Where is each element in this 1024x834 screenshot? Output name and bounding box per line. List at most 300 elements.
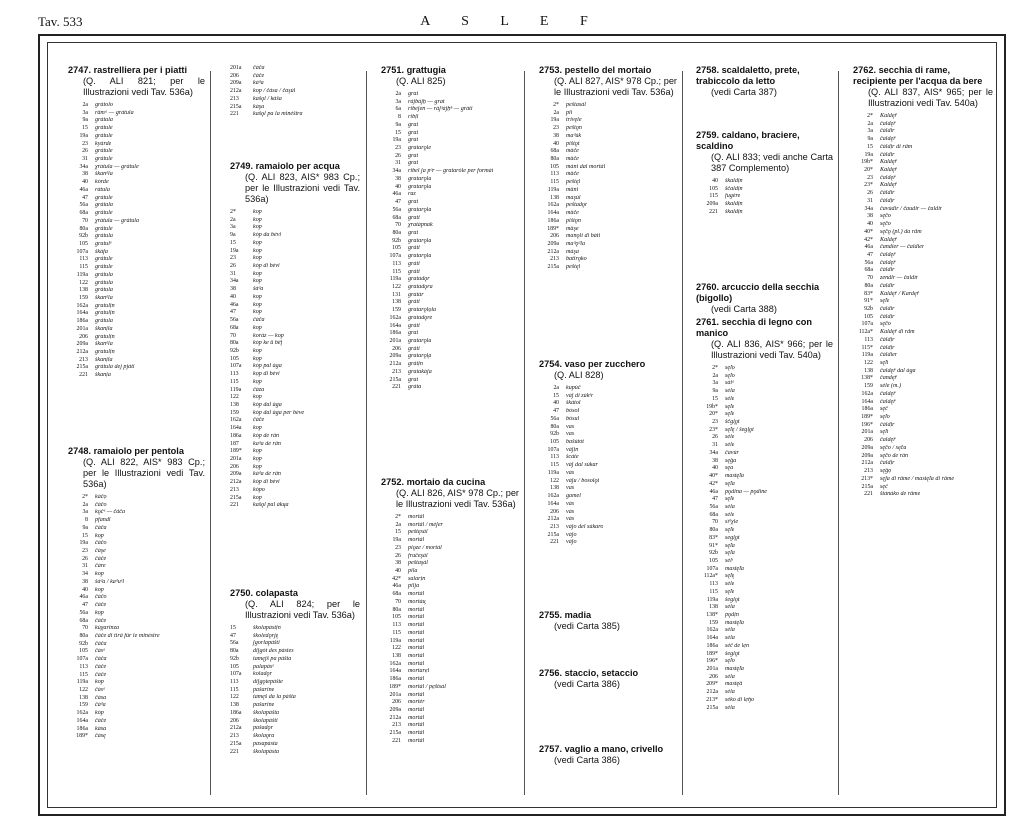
survey-point: 206 [230, 717, 239, 724]
form-row [696, 612, 833, 620]
survey-point: 47 [82, 602, 88, 609]
survey-point: 162a [230, 417, 242, 424]
survey-point: 221 [230, 111, 239, 118]
form-row [230, 333, 360, 341]
survey-point: 162a [861, 390, 873, 397]
survey-point: 105 [79, 240, 88, 247]
dialect-form: fručeşàl [408, 552, 428, 559]
form-row [539, 117, 677, 125]
survey-point: 115 [230, 378, 239, 385]
survey-point: 40 [712, 465, 718, 472]
entry-reference: (Q. ALI 821; per le Illustrazioni vedi Tav. 536a) [83, 76, 205, 97]
form-row [696, 604, 833, 612]
form-row [230, 271, 360, 279]
survey-point: 122 [79, 279, 88, 286]
survey-point: 23 [82, 548, 88, 555]
form-row [539, 141, 677, 149]
form-row [696, 581, 833, 589]
dialect-form: čaldir [880, 282, 895, 289]
dialect-form: vàs [566, 508, 575, 515]
form-row [230, 625, 360, 633]
entry-heading [853, 65, 993, 109]
dialect-form: vàʃo [566, 531, 577, 538]
dialect-form: tamęjš pa pàšta [253, 655, 292, 662]
survey-point: 46a [79, 186, 88, 193]
entry-heading [539, 610, 677, 632]
form-row [381, 315, 519, 323]
entry-reference: (vedi Carta 388) [711, 304, 777, 314]
form-row [68, 571, 205, 579]
survey-point: 119a [76, 679, 88, 686]
form-row [68, 672, 205, 680]
dialect-form: čàldir [880, 190, 895, 197]
form-row [68, 202, 205, 210]
form-row [230, 286, 360, 294]
dialect-form: kùχarinza [95, 625, 120, 632]
form-row [68, 233, 205, 241]
form-row [230, 371, 360, 379]
form-row [68, 310, 205, 318]
dialect-form: grat [408, 129, 419, 136]
dialect-form: vàs [566, 469, 575, 476]
form-row [539, 485, 677, 493]
form-row [381, 369, 519, 377]
survey-point: 189* [706, 650, 718, 657]
survey-point: 46a [392, 583, 401, 590]
survey-point: 2* [395, 514, 401, 520]
survey-point: 212a [547, 516, 559, 523]
survey-point: 164a [389, 322, 401, 329]
survey-point: 122 [230, 694, 239, 701]
survey-point: 201a [861, 429, 873, 436]
survey-point: 46a [709, 488, 718, 495]
dialect-form: kọp [253, 239, 262, 246]
form-row [381, 307, 519, 315]
survey-point: 80a [79, 632, 88, 639]
form-row [68, 548, 205, 556]
dialect-form: gràti [408, 260, 420, 267]
survey-point: 164a [76, 310, 88, 317]
dialect-form: škanᵈla [95, 294, 113, 301]
survey-point: 40 [395, 183, 401, 190]
dialect-form: čàza [253, 386, 265, 393]
survey-point: 107a [230, 363, 242, 370]
form-row [381, 591, 519, 599]
survey-point: 2* [867, 113, 873, 119]
entry-number: 2748. [68, 446, 91, 456]
dialect-form: škaldịn [725, 201, 743, 208]
dialect-form: vas [566, 485, 575, 492]
dialect-form: mortàl [408, 691, 425, 698]
dialect-form: čàldịr di rãm [880, 143, 913, 150]
survey-point: 122 [392, 283, 401, 290]
form-row [381, 353, 519, 361]
form-row [230, 240, 360, 248]
form-row [539, 393, 677, 401]
survey-point: 3a [395, 98, 401, 105]
form-row [539, 148, 677, 156]
dialect-form: sèlᵉ [725, 557, 734, 564]
form-row [696, 373, 833, 381]
dialect-form: čàldịr [880, 313, 895, 320]
entry-heading [539, 359, 677, 381]
form-row [230, 302, 360, 310]
form-row [68, 625, 205, 633]
form-row [381, 238, 519, 246]
form-row [68, 533, 205, 541]
dialect-form: kòp di bèvi [253, 263, 280, 270]
form-row [853, 375, 993, 383]
dialect-form: kòp de rân [253, 432, 280, 439]
form-row [68, 341, 205, 349]
entry-reference: (Q. ALI 837, AIS* 965; per le Illustrazioni vedi Tav. 540a) [868, 87, 993, 108]
form-row [68, 556, 205, 564]
dialect-form: čàča [95, 640, 107, 647]
form-row [853, 399, 993, 407]
dialect-form: kašǫl pa la minèštra [253, 111, 303, 118]
form-row [68, 210, 205, 218]
survey-point: 15 [230, 625, 236, 631]
survey-point: 212a [389, 714, 401, 721]
dialect-form: batirǫko [566, 256, 587, 263]
survey-point: 19b* [706, 403, 718, 410]
form-row [381, 715, 519, 723]
form-row [68, 125, 205, 133]
survey-point: 105 [864, 313, 873, 320]
survey-point: 209a [389, 706, 401, 713]
dialect-form: čaldę̃r [880, 136, 896, 143]
dialect-form: grátule [95, 210, 113, 217]
survey-point: 92b [230, 347, 239, 354]
survey-point: 119a [389, 276, 401, 283]
dialect-form: mâşe [566, 225, 579, 232]
form-row [68, 602, 205, 610]
dialect-form: kop [253, 209, 262, 215]
survey-point: 80a [392, 606, 401, 613]
form-row [853, 368, 993, 376]
form-row [539, 195, 677, 203]
survey-point: 113 [392, 260, 401, 267]
form-row [230, 464, 360, 472]
dialect-form: koráz — kop [253, 332, 284, 339]
survey-point: 46a [79, 594, 88, 601]
dialect-form: pǫdina — pǫdine [725, 488, 767, 495]
dialect-form: gratarǫle [408, 145, 432, 152]
entry-number: 2755. [539, 610, 562, 620]
dialect-form: trivęle [566, 117, 582, 124]
form-row [230, 209, 360, 217]
entry-title: secchia di rame, recipiente per l'acqua da bere [853, 65, 983, 86]
form-row [853, 267, 993, 275]
form-row [68, 502, 205, 510]
dialect-form: kọp [253, 448, 262, 455]
survey-point: 213* [861, 475, 873, 482]
survey-point: 3a [82, 109, 88, 116]
entry-title: ramaiolo per acqua [255, 161, 340, 171]
dialect-form: gratulᵉ [95, 240, 112, 247]
dialect-form: manǫli di bàti [566, 233, 601, 240]
form-row [853, 429, 993, 437]
form-row [381, 668, 519, 676]
entry-reference: (Q. ALI 825) [396, 76, 446, 86]
survey-point: 186a [230, 432, 242, 439]
survey-point: 31 [712, 442, 718, 449]
form-row [68, 133, 205, 141]
dialect-form: sę̃la [725, 542, 735, 549]
dialect-form: mortàl [408, 645, 425, 652]
survey-point: 119a [547, 186, 559, 193]
form-row [68, 517, 205, 525]
form-row [853, 121, 993, 129]
form-row [381, 284, 519, 292]
survey-point: 212a [230, 479, 242, 486]
form-row [539, 516, 677, 524]
dialect-form: Kaldę̃r di rãm [880, 329, 915, 336]
survey-point: 47 [230, 309, 236, 316]
dialect-form: čàčo [95, 540, 107, 547]
dialect-form: školapàstịn [253, 625, 281, 631]
dialect-form: čàldịr [880, 344, 895, 351]
survey-point: 46a [864, 244, 873, 251]
survey-point: 206 [550, 508, 559, 515]
dialect-form: čàčo [95, 501, 107, 508]
dialect-form: gratulịn [95, 349, 115, 355]
dialect-form: čàče [95, 617, 107, 624]
survey-point: 15 [395, 529, 401, 536]
survey-point: 68a [709, 511, 718, 518]
form-row [230, 263, 360, 271]
form-row [381, 630, 519, 638]
dialect-form: čaldę̃r [880, 259, 896, 266]
dialect-form: sèla [725, 503, 735, 510]
dialect-form: čaldę̃r dal àga [880, 367, 916, 374]
dialect-form: mastę̃la [725, 619, 744, 626]
dialect-form: diʃgòt des pàstes [253, 648, 294, 655]
form-row [381, 230, 519, 238]
dialect-form: grat [408, 91, 419, 97]
form-row [853, 298, 993, 306]
form-row [853, 491, 993, 499]
form-row [381, 199, 519, 207]
survey-point: 68a [79, 617, 88, 624]
survey-point: 31 [867, 197, 873, 204]
dialect-form: sę̃čo [880, 321, 891, 328]
form-row [68, 587, 205, 595]
dictionary-entry [381, 65, 519, 392]
survey-point: 213 [230, 486, 239, 493]
form-row [381, 384, 519, 392]
form-row [696, 442, 833, 450]
form-row [230, 710, 360, 718]
survey-point: 215a [230, 103, 242, 110]
dialect-form: peštaşàl [408, 560, 428, 567]
survey-point: 159 [79, 702, 88, 709]
form-row [381, 145, 519, 153]
form-row [696, 411, 833, 419]
survey-point: 2* [553, 102, 559, 108]
form-row [381, 261, 519, 269]
survey-point: 70 [712, 519, 718, 526]
dialect-form: kòp dal àga per bève [253, 409, 305, 416]
form-row [539, 171, 677, 179]
form-row [381, 529, 519, 537]
form-row [381, 253, 519, 261]
survey-point: 186a [76, 725, 88, 732]
form-row [230, 471, 360, 479]
dialect-form: sęč [880, 406, 888, 413]
survey-point: 201a [389, 691, 401, 698]
dialect-form: peštęl [566, 179, 581, 186]
survey-point: 56a [550, 415, 559, 422]
dialect-form: gratadǫr [408, 276, 430, 283]
dialect-form: čàsa [95, 694, 107, 701]
survey-point: 138 [864, 367, 873, 374]
dialect-form: sę̃le [725, 403, 735, 410]
survey-point: 138 [550, 194, 559, 201]
form-row [853, 190, 993, 198]
survey-point: 215a [230, 740, 242, 747]
dialect-form: mortàl [408, 514, 425, 520]
survey-point: 186a [389, 676, 401, 683]
form-row [230, 232, 360, 240]
dialect-form: mâče [566, 171, 579, 178]
dialect-form: gratarǫla [408, 253, 432, 260]
form-row [853, 321, 993, 329]
form-row [696, 627, 833, 635]
dialect-form: rájbájẖ — grat [408, 98, 445, 105]
dialect-form: pašarine [253, 686, 275, 693]
dialect-form: Kaldę̃r / Kardę̃r [880, 290, 920, 297]
dialect-form: čandier — čaldier [880, 244, 925, 251]
form-row [853, 468, 993, 476]
dialect-form: vàʃ di zùkᵉr [566, 392, 594, 399]
survey-point: 56a [709, 503, 718, 510]
form-row [539, 462, 677, 470]
form-row [696, 512, 833, 520]
survey-point: 206 [230, 463, 239, 470]
survey-point: 38 [712, 457, 718, 464]
survey-point: 112a* [858, 329, 873, 336]
survey-point: 2a [712, 372, 718, 379]
survey-point: 80a [864, 282, 873, 289]
dialect-form: grátule [95, 264, 113, 271]
form-row [230, 441, 360, 449]
form-row [68, 494, 205, 502]
survey-point: 9a [82, 524, 88, 531]
form-row [381, 661, 519, 669]
survey-point: 162a [706, 627, 718, 634]
dialect-form: mortàl [408, 737, 425, 744]
form-row [853, 244, 993, 252]
form-row [853, 260, 993, 268]
survey-point: 47 [82, 194, 88, 201]
survey-point: 31 [82, 563, 88, 570]
survey-point: 122 [79, 686, 88, 693]
dialect-form: gratarǫla [408, 237, 432, 244]
form-row [539, 470, 677, 478]
dialect-form: peštęsàl [408, 529, 428, 536]
dialect-form: sę̃le [725, 527, 735, 534]
dialect-form: mâče [566, 210, 579, 217]
form-row [853, 237, 993, 245]
form-row [381, 622, 519, 630]
dialect-form: zendlr — čaldȋr [880, 275, 919, 282]
dialect-form: peštasàl [566, 102, 586, 108]
form-row [696, 496, 833, 504]
form-row [230, 495, 360, 503]
form-row [696, 504, 833, 512]
form-row [696, 519, 833, 527]
form-row [381, 684, 519, 692]
survey-point: 34a [392, 168, 401, 175]
dialect-form: sèla [725, 604, 735, 611]
form-row [381, 638, 519, 646]
form-row [381, 299, 519, 307]
dialect-form: čàče [253, 417, 265, 424]
survey-point: 23* [864, 182, 873, 189]
dialect-form: gratulịn [95, 302, 115, 309]
survey-point: 115 [230, 686, 239, 693]
dialect-form: čàčo [95, 594, 107, 601]
form-row [381, 292, 519, 300]
dialect-form: sę̃lo [725, 372, 735, 379]
form-row [696, 209, 833, 217]
survey-point: 212a [230, 725, 242, 732]
form-row [853, 283, 993, 291]
entry-number: 2756. [539, 668, 562, 678]
form-row [381, 222, 519, 230]
dialect-form: sę̃lì [880, 429, 889, 436]
survey-point: 92b [864, 305, 873, 312]
dialect-form: bašùtòt [566, 439, 584, 446]
form-row [68, 710, 205, 718]
form-row [381, 207, 519, 215]
form-row [539, 493, 677, 501]
survey-point: 162a [547, 202, 559, 209]
survey-point: 164a [389, 668, 401, 675]
dialect-form: palapàsᵉ [253, 663, 274, 670]
dialect-form: mortàl [408, 706, 425, 713]
dialect-form: šeglǫt [725, 650, 740, 657]
dialect-form: mastę̃la [725, 473, 744, 480]
form-row [539, 454, 677, 462]
column-divider [682, 71, 683, 795]
dictionary-entry [230, 161, 360, 510]
dialect-form: vàʃịn [566, 446, 579, 453]
entry-number: 2760. [696, 282, 719, 292]
survey-point: 47 [867, 251, 873, 258]
entry-title: secchia di legno con manico [696, 317, 812, 338]
survey-point: 26 [395, 152, 401, 159]
dialect-form: màşa [566, 248, 579, 255]
dialect-form: sèla [725, 388, 735, 395]
dialect-form: vàʃu / bosolǫt [566, 477, 600, 484]
entry-number: 2762. [853, 65, 876, 75]
form-row [381, 176, 519, 184]
survey-point: 201a [76, 325, 88, 332]
dialect-form: grátule [95, 148, 113, 155]
survey-point: 119a [76, 271, 88, 278]
form-row [696, 674, 833, 682]
survey-point: 209a [861, 444, 873, 451]
form-row [696, 635, 833, 643]
form-row [539, 249, 677, 257]
survey-point: 221 [230, 748, 239, 755]
entry-reference: (Q. ALI 822, AIS* 983 Cp.; per le Illustrazioni vedi Tav. 536a) [83, 457, 205, 489]
form-row [539, 179, 677, 187]
form-row [230, 340, 360, 348]
form-row [230, 402, 360, 410]
